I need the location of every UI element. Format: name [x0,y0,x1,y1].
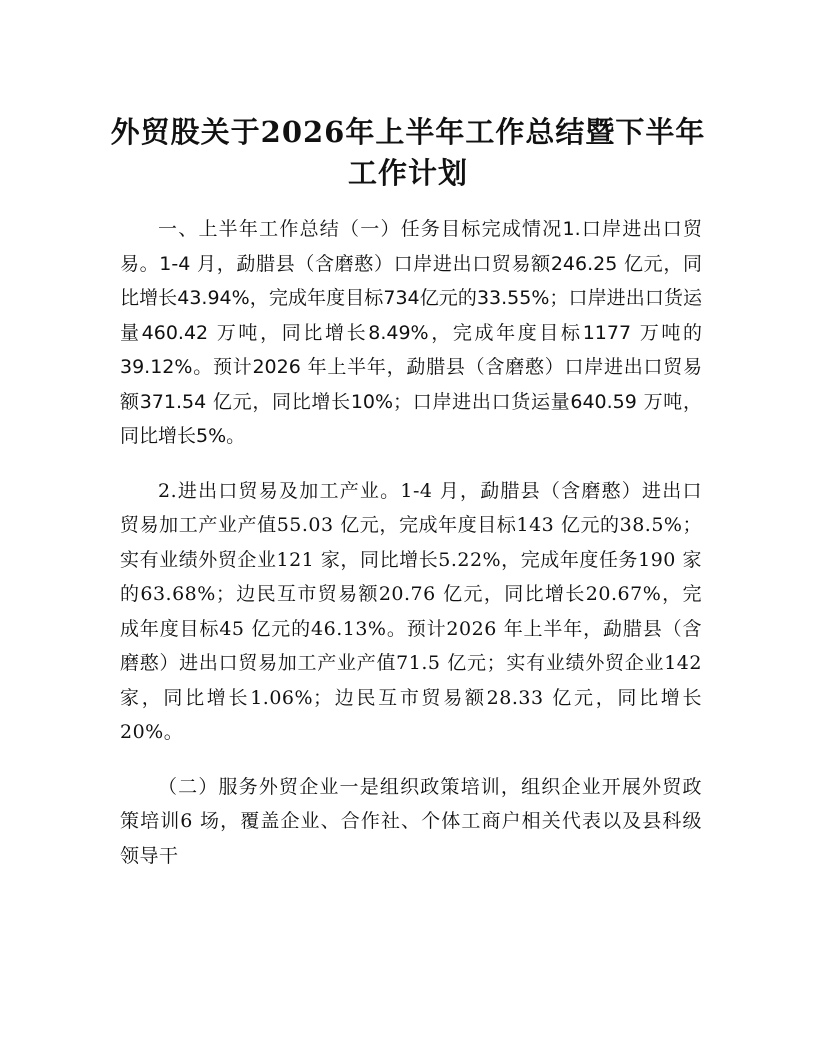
paragraph-enterprise-services: （二）服务外贸企业一是组织政策培训，组织企业开展外贸政策培训6 场，覆盖企业、合作社、个体工商户相关代表以及县科级领导干 [120,775,702,867]
paragraph-first-half-summary: 一、上半年工作总结（一）任务目标完成情况1.口岸进出口贸易。1-4 月，勐腊县（含磨憨）口岸进出口贸易额246.25 亿元，同比增长43.94%，完成年度目标734亿元的33.55%；口岸进出口货运量460.42 万吨，同比增长8.49%，完成年度目标1177 万吨的39.12%。预计2026 年上半年，勐腊县（含磨憨）口岸进出口贸易额371.54 亿元，同比增长10%；口岸进出口货运量640.59 万吨，同比增长5%。 [120,218,702,447]
document-title: 外贸股关于2026年上半年工作总结暨下半年工作计划 [110,115,706,190]
document-body [120,212,702,893]
paragraph-trade-processing: 2.进出口贸易及加工产业。1-4 月，勐腊县（含磨憨）进出口贸易加工产业产值55.03 亿元，完成年度目标143 亿元的38.5%；实有业绩外贸企业121 家，同比增长5.22%，完成年度任务190 家的63.68%；边民互市贸易额20.76 亿元，同比增长20.67%，完成年度目标45 亿元的46.13%。预计2026 年上半年，勐腊县（含磨憨）进出口贸易加工产业产值71.5 亿元；实有业绩外贸企业142 家，同比增长1.06%；边民互市贸易额28.33 亿元，同比增长20%。 [120,479,702,743]
